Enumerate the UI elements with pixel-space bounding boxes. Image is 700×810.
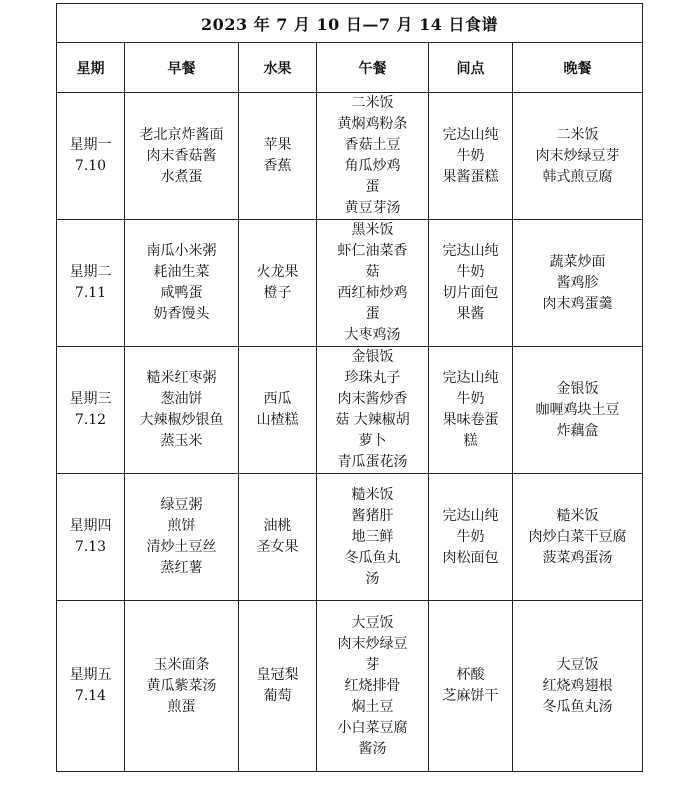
lunch-item: 蛋 [365,306,380,322]
snack-cell [429,93,513,220]
day-weekday: 星期三 [69,391,112,407]
breakfast-item: 糙米红枣粥 [146,370,217,386]
fruit-cell [239,474,317,601]
header-snack: 间点 [429,43,513,93]
breakfast-item: 大辣椒炒银鱼 [139,412,224,428]
day-cell [57,347,125,474]
fruit-item: 山楂糕 [256,412,299,428]
breakfast-item: 肉末香菇酱 [146,147,217,164]
day-weekday: 星期五 [69,667,112,683]
lunch-item: 珍珠丸子 [344,370,401,386]
dinner-item: 金银饭 [556,380,599,397]
header-breakfast: 早餐 [125,43,239,93]
breakfast-item: 葱油饼 [160,391,203,407]
fruit-cell [239,601,317,772]
breakfast-item: 南瓜小米粥 [146,243,217,259]
fruit-item: 圣女果 [256,539,299,555]
snack-item: 杯酸 [456,667,485,683]
fruit-item: 火龙果 [256,264,299,280]
snack-item: 肉松面包 [442,549,499,566]
lunch-item: 金银饭 [351,349,394,365]
lunch-item: 角瓜炒鸡 [344,158,401,174]
snack-item: 完达山纯 [442,126,499,143]
day-row [57,220,643,347]
snack-cell [429,601,513,772]
snack-item: 切片面包 [442,285,499,301]
lunch-item: 大枣鸡汤 [344,327,401,343]
dinner-item: 肉末炒绿豆芽 [535,147,620,164]
lunch-item: 芽 [365,656,380,673]
dinner-item: 二米饭 [556,126,599,143]
breakfast-item: 奶香馒头 [153,306,210,322]
day-weekday: 星期二 [69,264,112,280]
day-cell [57,601,125,772]
lunch-item: 肉末炒绿豆 [337,635,408,652]
dinner-item: 糙米饭 [556,507,599,524]
dinner-cell [513,601,643,772]
dinner-cell [513,474,643,601]
breakfast-item: 老北京炸酱面 [139,126,224,143]
dinner-item: 大豆饭 [556,656,599,673]
day-date: 7.13 [74,539,107,555]
fruit-item: 油桃 [263,518,292,534]
day-row [57,474,643,601]
dinner-item: 冬瓜鱼丸汤 [542,698,613,715]
header-dinner: 晚餐 [513,43,643,93]
breakfast-cell [125,347,239,474]
lunch-item: 焖土豆 [351,698,394,715]
snack-cell [429,220,513,347]
snack-item: 完达山纯 [442,507,499,524]
lunch-cell [317,474,429,601]
fruit-item: 葡萄 [263,688,292,704]
menu-title: 2023 年 7 月 10 日—7 月 14 日食谱 [57,4,643,43]
lunch-item: 红烧排骨 [344,677,401,694]
dinner-item: 酱鸡胗 [556,274,599,291]
day-cell [57,220,125,347]
breakfast-item: 黄瓜紫菜汤 [146,677,217,694]
day-cell [57,474,125,601]
lunch-item: 青瓜蛋花汤 [337,454,408,470]
breakfast-cell [125,601,239,772]
fruit-item: 橙子 [263,285,292,301]
lunch-item: 大豆饭 [351,614,394,631]
lunch-item: 黄焖鸡粉条 [337,116,408,132]
weekly-menu-table [56,3,643,772]
header-row [57,43,643,93]
breakfast-item: 咸鸭蛋 [160,285,203,301]
dinner-cell [513,93,643,220]
lunch-item: 蛋 [365,179,380,195]
breakfast-cell [125,220,239,347]
dinner-item: 菠菜鸡蛋汤 [542,549,613,566]
fruit-item: 香蕉 [263,158,292,174]
fruit-item: 皇冠梨 [256,667,299,683]
snack-item: 完达山纯 [442,370,499,386]
snack-item: 牛奶 [456,147,485,164]
fruit-cell [239,93,317,220]
lunch-item: 肉末酱炒香 [337,391,408,407]
lunch-item: 地三鲜 [351,528,394,545]
lunch-item: 黑米饭 [351,222,394,238]
day-row [57,93,643,220]
day-date: 7.11 [74,285,107,301]
dinner-cell [513,220,643,347]
lunch-item: 糙米饭 [351,486,394,503]
day-weekday: 星期四 [69,518,112,534]
fruit-item: 苹果 [263,137,292,153]
day-date: 7.14 [74,688,107,704]
lunch-item: 酱猪肝 [351,507,394,524]
snack-item: 果酱蛋糕 [442,168,499,185]
title-row [57,4,643,43]
snack-cell [429,474,513,601]
dinner-cell [513,347,643,474]
lunch-cell [317,347,429,474]
breakfast-item: 绿豆粥 [160,497,203,513]
lunch-item: 黄豆芽汤 [344,200,401,216]
lunch-item: 菇 [365,264,380,280]
fruit-cell [239,220,317,347]
snack-item: 牛奶 [456,391,485,407]
header-day: 星期 [57,43,125,93]
dinner-item: 蔬菜炒面 [549,253,606,270]
snack-cell [429,347,513,474]
day-date: 7.10 [74,158,107,174]
day-date: 7.12 [74,412,107,428]
lunch-item: 小白菜豆腐 [337,719,408,736]
breakfast-item: 蒸玉米 [160,433,203,449]
breakfast-item: 煎蛋 [167,698,196,715]
lunch-item: 冬瓜鱼丸 [344,549,401,566]
breakfast-item: 蒸红薯 [160,560,203,576]
day-weekday: 星期一 [69,137,112,153]
day-cell [57,93,125,220]
breakfast-item: 煎饼 [167,518,196,534]
snack-item: 糕 [463,433,478,449]
snack-item: 牛奶 [456,528,485,545]
breakfast-item: 清炒土豆丝 [146,539,217,555]
snack-item: 果味卷蛋 [442,412,499,428]
dinner-item: 肉末鸡蛋羹 [542,295,613,312]
breakfast-item: 水煮蛋 [160,168,203,185]
day-row [57,601,643,772]
lunch-item: 酱汤 [358,740,387,757]
fruit-item: 西瓜 [263,391,292,407]
breakfast-cell [125,474,239,601]
snack-item: 牛奶 [456,264,485,280]
snack-item: 完达山纯 [442,243,499,259]
lunch-cell [317,601,429,772]
lunch-cell [317,93,429,220]
dinner-item: 肉炒白菜干豆腐 [528,528,627,545]
lunch-item: 虾仁油菜香 [337,243,408,259]
fruit-cell [239,347,317,474]
breakfast-cell [125,93,239,220]
dinner-item: 炸藕盒 [556,422,599,439]
breakfast-item: 耗油生菜 [153,264,210,280]
snack-item: 果酱 [456,306,485,322]
lunch-item: 香菇土豆 [344,137,401,153]
lunch-item: 西红柿炒鸡 [337,285,408,301]
dinner-item: 红烧鸡翅根 [542,677,613,694]
lunch-item: 二米饭 [351,95,394,111]
dinner-item: 咖喱鸡块土豆 [535,401,620,418]
lunch-item: 汤 [365,570,380,587]
dinner-item: 韩式煎豆腐 [542,168,613,185]
header-fruit: 水果 [239,43,317,93]
lunch-item: 萝卜 [358,433,387,449]
day-row [57,347,643,474]
snack-item: 芝麻饼干 [442,688,499,704]
breakfast-item: 玉米面条 [153,656,210,673]
header-lunch: 午餐 [317,43,429,93]
lunch-cell [317,220,429,347]
lunch-item: 菇 大辣椒胡 [335,412,410,428]
